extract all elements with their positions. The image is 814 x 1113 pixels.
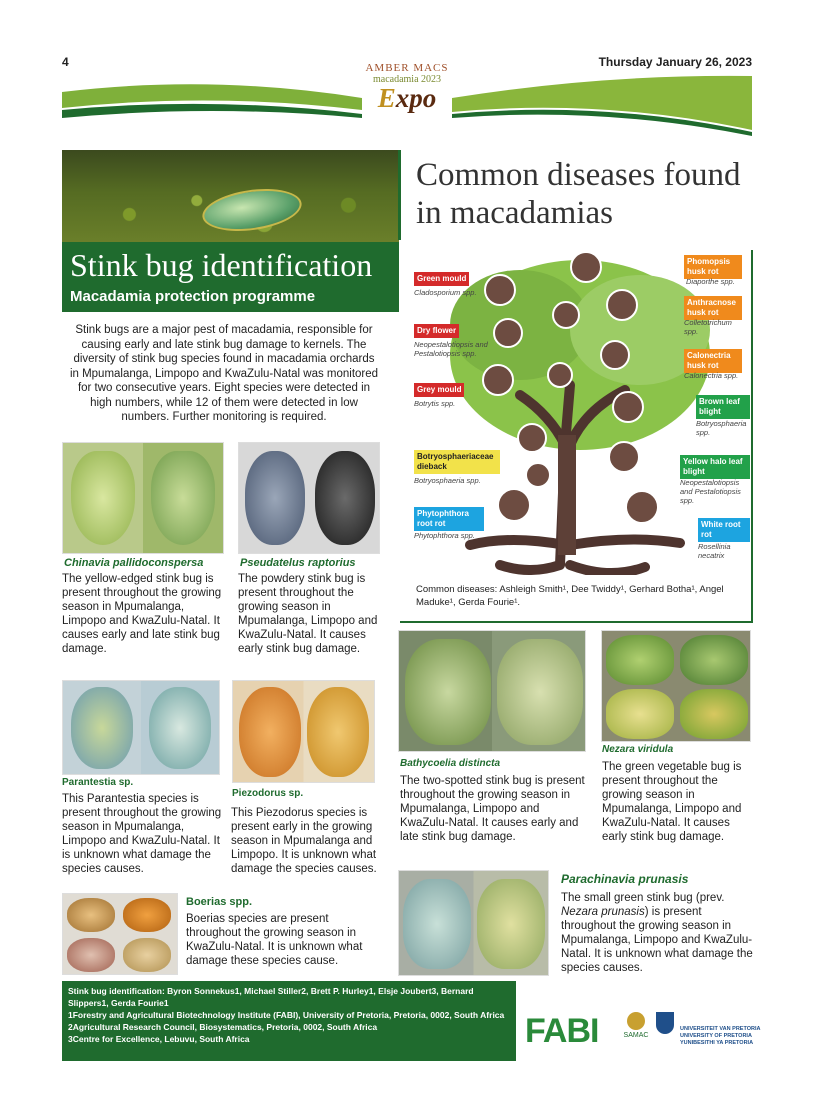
species-name-pseudatelus: Pseudatelus raptorius	[240, 557, 356, 569]
fabi-logo: FABI	[525, 1012, 599, 1050]
frame-bottom	[400, 621, 753, 623]
species-text-piezodorus: This Piezodorus species is present early in the growing season in Mpumalanga and Limpopo. It is unknown what damage the species causes.	[231, 807, 377, 875]
photo-boerias	[62, 893, 178, 975]
species-text-chinavia: The yellow-edged stink bug is present throughout the growing season in Mpumalanga, Limpopo and KwaZulu-Natal. It causes early and late stink bug damage.	[62, 573, 222, 655]
page-number: 4	[62, 55, 69, 69]
disease-tag-green-mould: Green mould	[414, 272, 469, 286]
stink-title: Stink bug identification	[70, 247, 373, 283]
disease-tag-brown-leaf-blight: Brown leaf blight	[696, 395, 750, 419]
samac-logo: SAMAC	[622, 1012, 650, 1039]
species-text-pseudatelus: The powdery stink bug is present throughout the growing season in Mpumalanga, Limpopo and KwaZulu-Natal. It causes early stink bug damage.	[238, 573, 378, 655]
photo-chinavia	[62, 442, 224, 554]
disease-tag-white-root-rot: White root rot	[698, 518, 750, 542]
species-name-chinavia: Chinavia pallidoconspersa	[64, 557, 204, 569]
diseases-credit: Common diseases: Ashleigh Smith¹, Dee Twiddy¹, Gerhard Botha¹, Angel Maduke¹, Gerda Fourie¹.	[416, 584, 724, 608]
disease-tag-grey-mould: Grey mould	[414, 383, 464, 397]
disease-tag-botryosphaeriaceae: Botryosphaeriaceae dieback	[414, 450, 500, 474]
photo-nezara	[601, 630, 751, 742]
species-name-boerias: Boerias spp.	[186, 896, 253, 908]
photo-parachinavia	[398, 870, 549, 976]
disease-sci-phomopsis: Diaporthe spp.	[686, 277, 735, 286]
stink-subtitle: Macadamia protection programme	[70, 288, 316, 305]
photo-parantestia	[62, 680, 220, 775]
photo-bathycoelia	[398, 630, 586, 752]
disease-tag-dry-flower: Dry flower	[414, 324, 459, 338]
disease-sci-yellow-halo: Neopestalotiopsis and Pestalotiopsis spp.	[680, 478, 741, 505]
issue-date: Thursday January 26, 2023	[598, 55, 752, 69]
footer-credits: Stink bug identification: Byron Sonnekus1, Michael Stiller2, Brett P. Hurley1, Elsje Joubert3, Bernard Slippers1, Gerda Fourie1 1Forestry and Agricultural Biotechnology Institute (FABI), University of Pretoria, Pretoria, 0002, South Africa 2Agricultural Research Council, Biosystematics, Pretoria, 0002, South Africa 3Centre for Excellence, Lebuvu, South Africa	[62, 981, 516, 1061]
species-name-bathycoelia: Bathycoelia distincta	[400, 758, 501, 769]
disease-tag-yellow-halo: Yellow halo leaf blight	[680, 455, 750, 479]
species-name-parachinavia: Parachinavia prunasis	[561, 872, 689, 886]
species-name-nezara: Nezara viridula	[602, 744, 674, 755]
disease-sci-botryosphaeriaceae: Botryosphaeria spp.	[414, 476, 481, 485]
expo-logo: AMBER MACS macadamia 2023 Expo	[365, 62, 449, 113]
disease-sci-dry-flower: Neopestalotiopsis and Pestalotiopsis spp.	[414, 340, 488, 358]
species-text-nezara: The green vegetable bug is present throughout the growing season in Mpumalanga, Limpopo and KwaZulu-Natal. It causes early stink bug damage.	[602, 761, 742, 843]
disease-sci-anthracnose: Colletotrichum spp.	[684, 318, 732, 336]
disease-sci-phytophthora: Phytophthora spp.	[414, 531, 475, 540]
stink-intro: Stink bugs are a major pest of macadamia, responsible for causing early and late stink bug damage to kernels. The diversity of stink bug species found in macadamia orchards in Mpumalanga, Limpopo and KwaZulu-Natal was monitored for two consecutive years. Eight species were detected in high numbers, while 12 of them were detected in low numbers. Further monitoring is required.	[69, 324, 379, 423]
species-text-parachinavia: The small green stink bug (prev. Nezara prunasis) is present throughout the growing season in Mpumalanga, Limpopo and KwaZulu-Natal. It is unknown what damage the species causes.	[561, 892, 753, 974]
disease-tag-anthracnose: Anthracnose husk rot	[684, 296, 742, 320]
disease-sci-white-root-rot: Rosellinia necatrix	[698, 542, 731, 560]
disease-sci-green-mould: Cladosporium spp.	[414, 288, 477, 297]
university-logo: UNIVERSITEIT VAN PRETORIA UNIVERSITY OF PRETORIA YUNIBESITHI YA PRETORIA	[680, 1026, 761, 1046]
species-name-parantestia: Parantestia sp.	[62, 777, 134, 788]
photo-pseudatelus	[238, 442, 380, 554]
species-text-parantestia: This Parantestia species is present throughout the growing season in Mpumalanga, Limpopo and KwaZulu-Natal. It is unknown what damage the species causes.	[62, 793, 222, 875]
column-divider	[398, 150, 401, 240]
diseases-title: Common diseases found in macadamias	[416, 157, 741, 231]
disease-tag-calonectria: Calonectria husk rot	[684, 349, 742, 373]
disease-sci-brown-leaf-blight: Botryosphaeria spp.	[696, 419, 747, 437]
species-name-piezodorus: Piezodorus sp.	[232, 788, 304, 799]
stink-bug-hero-photo	[62, 150, 399, 242]
disease-tag-phytophthora: Phytophthora root rot	[414, 507, 484, 531]
up-crest-icon	[656, 1012, 674, 1034]
photo-piezodorus	[232, 680, 375, 783]
disease-sci-calonectria: Calonectria spp.	[684, 371, 739, 380]
disease-tag-phomopsis: Phomopsis husk rot	[684, 255, 742, 279]
species-text-bathycoelia: The two-spotted stink bug is present throughout the growing season in Mpumalanga, Limpopo and KwaZulu-Natal. It causes early and late stink bug damage.	[400, 775, 585, 843]
species-text-boerias: Boerias species are present throughout the growing season in KwaZulu-Natal. It is unknown what damage these species cause.	[186, 913, 363, 967]
stink-title-box	[62, 242, 399, 312]
disease-sci-grey-mould: Botrytis spp.	[414, 399, 456, 408]
